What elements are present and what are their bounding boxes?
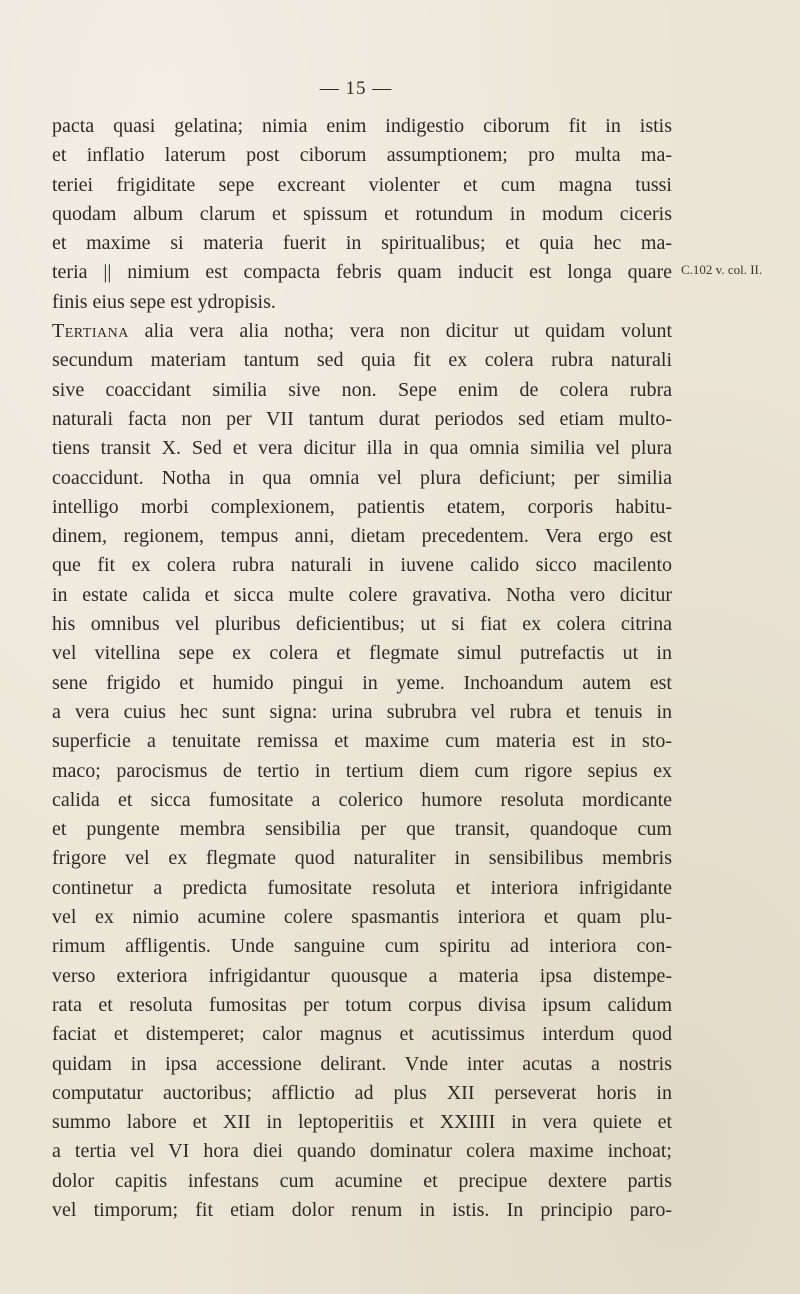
text-line: naturali facta non per VII tantum durat periodos sed etiam multo- [52,407,672,430]
text-line: que fit ex colera rubra naturali in iuvene calido sicco macilento [52,554,672,577]
text-line: calida et sicca fumositate a colerico humore resoluta mordicante [52,788,672,811]
text-line: summo labore et XII in leptoperitiis et XXIIII in vera quiete et [52,1111,672,1134]
text-line: computatur auctoribus; afflictio ad plus XII perseverat horis in [52,1081,672,1104]
text-line: finis eius sepe est ydropisis. [52,290,276,313]
text-line: vel timporum; fit etiam dolor renum in istis. In principio paro- [52,1198,672,1221]
text-line: et inflatio laterum post ciborum assumptionem; pro multa ma- [52,144,672,167]
text-line: a tertia vel VI hora diei quando dominatur colera maxime inchoat; [52,1140,672,1163]
text-line: sive coaccidant similia sive non. Sepe enim de colera rubra [52,378,672,401]
text-line: maco; parocismus de tertio in tertium diem cum rigore sepius ex [52,759,672,782]
text-line: teriei frigiditate sepe excreant violenter et cum magna tussi [52,173,672,196]
text-line: his omnibus vel pluribus deficientibus; ut si fiat ex colera citrina [52,613,672,636]
text-line: coaccidunt. Notha in qua omnia vel plura deficiunt; per similia [52,466,672,489]
text-line: in estate calida et sicca multe colere gravativa. Notha vero dicitur [52,583,672,606]
text-line: vel ex nimio acumine colere spasmantis interiora et quam plu- [52,906,672,929]
text-line: continetur a predicta fumositate resoluta et interiora infrigidante [52,876,672,899]
text-line: quidam in ipsa accessione delirant. Vnde inter acutas a nostris [52,1052,672,1075]
text-line: faciat et distemperet; calor magnus et acutissimus interdum quod [52,1023,672,1046]
text-line: rata et resoluta fumositas per totum corpus divisa ipsum calidum [52,993,672,1016]
text-line: dolor capitis infestans cum acumine et precipue dextere partis [52,1169,672,1192]
text-line: tiens transit X. Sed et vera dicitur illa in qua omnia similia vel plura [52,437,672,460]
text-line: superficie a tenuitate remissa et maxime cum materia est in sto- [52,730,672,753]
text-line: et maxime si materia fuerit in spiritualibus; et quia hec ma- [52,232,672,255]
text-line: frigore vel ex flegmate quod naturaliter in sensibilibus membris [52,847,672,870]
text-line-paragraph-start [52,317,672,346]
text-line: vel vitellina sepe ex colera et flegmate simul putrefactis ut in [52,642,672,665]
text-line: rimum affligentis. Unde sanguine cum spiritu ad interiora con- [52,935,672,958]
text-line: intelligo morbi complexionem, patientis etatem, corporis habitu- [52,495,672,518]
text-line: verso exteriora infrigidantur quousque a materia ipsa distempe- [52,964,672,987]
text-line: dinem, regionem, tempus anni, dietam precedentem. Vera ergo est [52,525,672,548]
text-line: a vera cuius hec sunt signa: urina subrubra vel rubra et tenuis in [52,700,672,723]
margin-note: C.102 v. col. II. [681,262,763,277]
text-line: et pungente membra sensibilia per que transit, quandoque cum [52,818,672,841]
text-line: pacta quasi gelatina; nimia enim indigestio ciborum fit in istis [52,115,672,137]
lead-word: Tertiana [52,320,129,343]
text-line: quodam album clarum et spissum et rotundum in modum ciceris [52,202,672,225]
text-line: secundum materiam tantum sed quia fit ex colera rubra naturali [52,349,672,372]
page-number: — 15 — [319,78,393,99]
text-line: sene frigido et humido pingui in yeme. Inchoandum autem est [52,671,672,694]
text-line-rest: alia vera alia notha; vera non dicitur ut quidam volunt [144,320,673,343]
body-text [52,112,672,1225]
text-line: teria || nimium est compacta febris quam inducit est longa quare [52,261,672,284]
